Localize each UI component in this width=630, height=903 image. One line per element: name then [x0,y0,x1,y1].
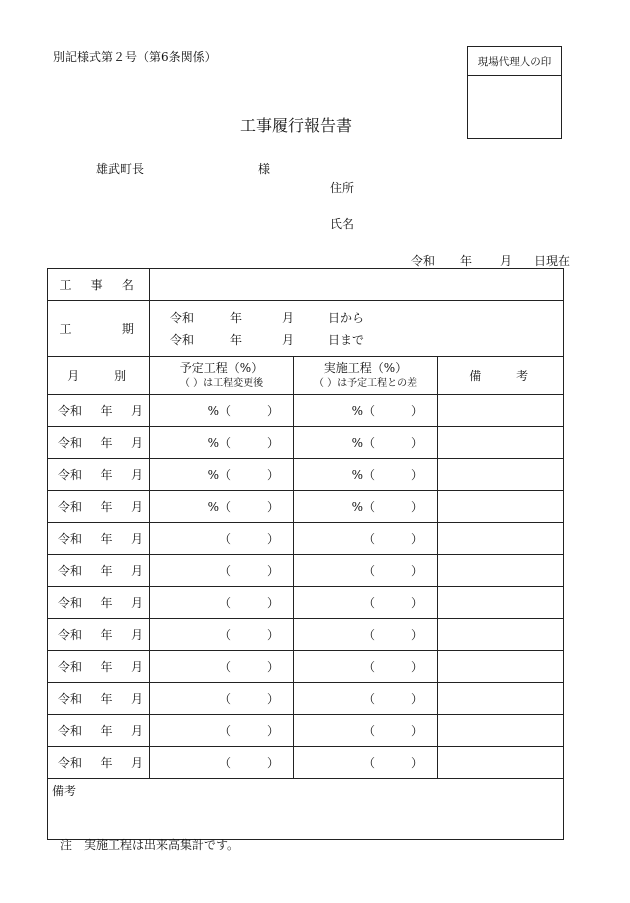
period-field[interactable] [150,301,564,357]
actual-cell[interactable] [294,715,438,747]
row-era: 令和 [58,532,83,546]
remarks-cell[interactable] [438,491,564,523]
planned-cell[interactable] [150,427,294,459]
remarks-label: 備考 [52,784,77,798]
period-from-month: 月 [282,311,295,325]
actual-value: （ ） [362,756,423,770]
addressee-honorific: 様 [258,162,271,176]
planned-cell[interactable] [150,587,294,619]
remarks-cell[interactable] [438,651,564,683]
header-row [48,357,564,395]
row-month: 月 [130,436,143,450]
actual-cell[interactable] [294,459,438,491]
row-era: 令和 [58,724,83,738]
planned-cell[interactable] [150,491,294,523]
actual-cell[interactable] [294,427,438,459]
row-era: 令和 [58,660,83,674]
planned-value: （ ） [218,596,279,610]
row-year: 年 [100,468,113,482]
actual-cell[interactable] [294,747,438,779]
period-from [150,307,563,329]
planned-value: （ ） [218,660,279,674]
seal-box [467,46,562,139]
table-row [48,523,564,555]
table-row [48,747,564,779]
remarks-cell[interactable] [438,747,564,779]
project-name-field[interactable] [150,269,564,301]
month-cell [48,747,150,779]
planned-value: （ ） [218,532,279,546]
table-row [48,491,564,523]
row-year: 年 [100,500,113,514]
actual-cell[interactable] [294,651,438,683]
period-from-suffix: 日から [328,311,365,325]
row-year: 年 [100,660,113,674]
row-era: 令和 [58,628,83,642]
planned-value: （ ） [218,756,279,770]
row-month: 月 [130,756,143,770]
actual-cell[interactable] [294,395,438,427]
planned-column-header [150,357,294,395]
period-row [48,301,564,357]
row-era: 令和 [58,468,83,482]
month-cell [48,587,150,619]
actual-header-main: 実施工程（%） [323,360,408,375]
row-year: 年 [100,404,113,418]
date-era: 令和 [411,254,436,268]
period-to-month: 月 [282,333,295,347]
row-month: 月 [130,404,143,418]
row-month: 月 [130,468,143,482]
table-row [48,555,564,587]
row-month: 月 [130,500,143,514]
planned-cell[interactable] [150,683,294,715]
month-cell [48,651,150,683]
row-year: 年 [100,532,113,546]
actual-cell[interactable] [294,523,438,555]
row-era: 令和 [58,404,83,418]
actual-value: （ ） [362,724,423,738]
table-row [48,587,564,619]
planned-cell[interactable] [150,619,294,651]
remarks-cell[interactable] [438,683,564,715]
date-year: 年 [460,254,473,268]
remarks-cell[interactable] [438,715,564,747]
month-cell [48,459,150,491]
actual-cell[interactable] [294,619,438,651]
remarks-cell[interactable] [438,459,564,491]
row-year: 年 [100,596,113,610]
planned-cell[interactable] [150,395,294,427]
planned-cell[interactable] [150,555,294,587]
period-from-era: 令和 [170,311,195,325]
row-era: 令和 [58,692,83,706]
row-year: 年 [100,628,113,642]
planned-value: （ ） [218,564,279,578]
address-label: 住所 [330,181,355,195]
name-label: 氏名 [330,217,355,231]
date-day-suffix: 日現在 [534,254,571,268]
planned-cell[interactable] [150,651,294,683]
actual-cell[interactable] [294,491,438,523]
actual-cell[interactable] [294,555,438,587]
actual-column-header [294,357,438,395]
row-month: 月 [130,628,143,642]
row-year: 年 [100,692,113,706]
period-to-suffix: 日まで [328,333,365,347]
planned-header-main: 予定工程（%） [179,360,264,375]
table-row [48,683,564,715]
row-year: 年 [100,436,113,450]
table-row [48,395,564,427]
planned-value: （ ） [218,628,279,642]
period-from-year: 年 [230,311,243,325]
actual-value: %（ ） [351,500,423,514]
row-era: 令和 [58,436,83,450]
table-row [48,427,564,459]
table-row [48,651,564,683]
planned-cell[interactable] [150,715,294,747]
seal-label: 現場代理人の印 [468,47,561,76]
actual-value: （ ） [362,532,423,546]
actual-value: %（ ） [351,436,423,450]
planned-value: %（ ） [207,468,279,482]
table-row [48,619,564,651]
row-era: 令和 [58,756,83,770]
project-name-row [48,269,564,301]
month-column-header: 月 別 [48,357,150,395]
form-number: 別記様式第２号（第6条関係） [53,50,217,64]
row-month: 月 [130,724,143,738]
document-title: 工事履行報告書 [240,116,353,135]
row-month: 月 [130,596,143,610]
actual-cell[interactable] [294,587,438,619]
report-table [47,268,564,840]
row-month: 月 [130,660,143,674]
planned-value: %（ ） [207,404,279,418]
remarks-cell[interactable] [438,523,564,555]
report-date [411,252,570,269]
remarks-field[interactable] [48,779,564,840]
planned-value: %（ ） [207,500,279,514]
row-era: 令和 [58,596,83,610]
actual-value: （ ） [362,564,423,578]
actual-value: （ ） [362,692,423,706]
planned-value: %（ ） [207,436,279,450]
remarks-cell[interactable] [438,587,564,619]
footnote: 注 実施工程は出来高集計です。 [60,838,240,852]
month-cell [48,715,150,747]
month-cell [48,619,150,651]
row-month: 月 [130,532,143,546]
actual-header-sub: （ ）は予定工程との差 [313,377,418,389]
month-cell [48,555,150,587]
remarks-cell[interactable] [438,619,564,651]
month-cell [48,683,150,715]
remarks-cell[interactable] [438,555,564,587]
table-row [48,715,564,747]
row-month: 月 [130,692,143,706]
actual-value: （ ） [362,660,423,674]
planned-cell[interactable] [150,523,294,555]
planned-cell[interactable] [150,747,294,779]
row-year: 年 [100,564,113,578]
month-cell [48,395,150,427]
actual-value: %（ ） [351,468,423,482]
date-month: 月 [500,254,513,268]
month-cell [48,491,150,523]
remarks-cell[interactable] [438,395,564,427]
month-rows [48,395,564,779]
remarks-column-header: 備 考 [438,357,564,395]
remarks-cell[interactable] [438,427,564,459]
row-era: 令和 [58,564,83,578]
period-to-year: 年 [230,333,243,347]
actual-cell[interactable] [294,683,438,715]
planned-value: （ ） [218,692,279,706]
planned-value: （ ） [218,724,279,738]
planned-header-sub: （ ）は工程変更後 [179,377,264,389]
month-cell [48,523,150,555]
period-label: 工 期 [48,301,150,357]
row-month: 月 [130,564,143,578]
row-year: 年 [100,724,113,738]
addressee-name: 雄武町長 [96,162,145,176]
actual-value: %（ ） [351,404,423,418]
period-to-era: 令和 [170,333,195,347]
table-row [48,459,564,491]
row-era: 令和 [58,500,83,514]
planned-cell[interactable] [150,459,294,491]
actual-value: （ ） [362,596,423,610]
project-name-label: 工 事 名 [48,269,150,301]
month-cell [48,427,150,459]
actual-value: （ ） [362,628,423,642]
row-year: 年 [100,756,113,770]
period-to [150,329,563,351]
remarks-row [48,779,564,840]
